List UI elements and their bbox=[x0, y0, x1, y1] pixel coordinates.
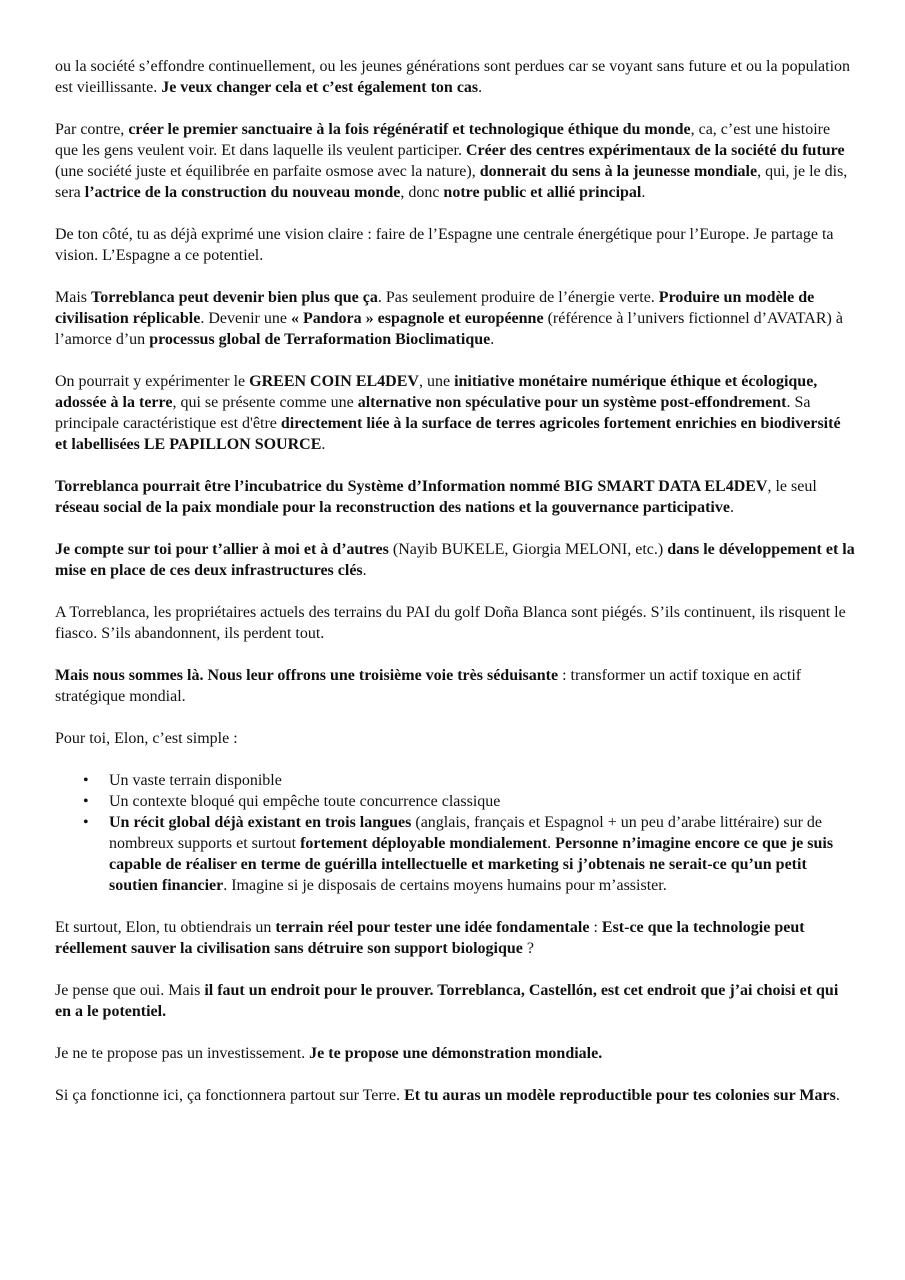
text: (anglais, français et Espagnol + un peu d’arabe littéraire) sur de nombreux supports et surtout bbox=[109, 814, 822, 852]
text: Un contexte bloqué qui empêche toute concurrence classique bbox=[109, 793, 501, 810]
bold-text: Torreblanca pourrait être l’incubatrice du Système d’Information nommé BIG SMART DATA EL4DEV bbox=[55, 478, 768, 495]
text: Je pense que oui. Mais bbox=[55, 982, 205, 999]
bold-text: créer le premier sanctuaire à la fois régénératif et technologique éthique du monde bbox=[128, 121, 691, 138]
bold-text: Je te propose une démonstration mondiale. bbox=[309, 1045, 603, 1062]
text: . bbox=[321, 436, 326, 453]
paragraph bbox=[55, 539, 855, 581]
text: . Sa principale caractéristique est d'être bbox=[55, 394, 811, 432]
text: Je ne te propose pas un investissement. bbox=[55, 1045, 310, 1062]
paragraph bbox=[55, 728, 855, 749]
text: , ca, c’est une histoire que les gens veulent voir. Et dans laquelle ils veulent participer. bbox=[55, 121, 831, 159]
bold-text: Créer des centres expérimentaux de la société du future bbox=[466, 142, 845, 159]
text: (Nayib BUKELE, Giorgia MELONI, etc.) bbox=[388, 541, 668, 558]
text: (référence à l’univers fictionnel d’AVATAR) à l’amorce d’un bbox=[55, 310, 843, 348]
text: . bbox=[729, 499, 734, 516]
list-item bbox=[109, 812, 855, 896]
text: . Devenir une bbox=[200, 310, 291, 327]
text: Mais bbox=[55, 289, 91, 306]
text: On pourrait y expérimenter le bbox=[55, 373, 250, 390]
bold-text: fortement déployable mondialement bbox=[300, 835, 548, 852]
list-item bbox=[109, 791, 855, 812]
bold-text: Produire un modèle de civilisation réplicable bbox=[55, 289, 815, 327]
bullet-list bbox=[55, 770, 855, 896]
bold-text: Personne n’imagine encore ce que je suis capable de réaliser en terme de guérilla intellectuelle et marketing si j’obtenais ne serait-ce qu’un petit soutien financier bbox=[109, 835, 834, 894]
paragraph bbox=[55, 119, 855, 203]
paragraph bbox=[55, 1085, 855, 1106]
text: . Imagine si je disposais de certains moyens humains pour m’assister. bbox=[223, 877, 667, 894]
paragraph bbox=[55, 602, 855, 644]
bold-text: il faut un endroit pour le prouver. Torreblanca, Castellón, est cet endroit que j’ai choisi et qui en a le potentiel. bbox=[55, 982, 839, 1020]
text: De ton côté, tu as déjà exprimé une vision claire : faire de l’Espagne une centrale énergétique pour l’Europe. Je partage ta vision. L’Espagne a ce potentiel. bbox=[55, 226, 834, 264]
text: A Torreblanca, les propriétaires actuels des terrains du PAI du golf Doña Blanca sont piégés. S’ils continuent, ils risquent le fiasco. S’ils abandonnent, ils perdent tout. bbox=[55, 604, 846, 642]
text: . Pas seulement produire de l’énergie verte. bbox=[377, 289, 659, 306]
bold-text: processus global de Terraformation Bioclimatique bbox=[149, 331, 491, 348]
bold-text: l’actrice de la construction du nouveau monde bbox=[84, 184, 401, 201]
text: , le seul bbox=[767, 478, 817, 495]
bold-text: notre public et allié principal bbox=[443, 184, 642, 201]
body-paragraphs bbox=[55, 56, 855, 749]
text: : transformer un actif toxique en actif stratégique mondial. bbox=[55, 667, 802, 705]
text: , qui se présente comme une bbox=[172, 394, 358, 411]
text: Si ça fonctionne ici, ça fonctionnera partout sur Terre. bbox=[55, 1087, 405, 1104]
text: , une bbox=[418, 373, 455, 390]
bold-text: Un récit global déjà existant en trois langues bbox=[109, 814, 412, 831]
paragraph bbox=[55, 917, 855, 959]
bold-text: initiative monétaire numérique éthique et écologique, adossée à la terre bbox=[55, 373, 818, 411]
text: Par contre, bbox=[55, 121, 129, 138]
text: ? bbox=[522, 940, 534, 957]
text: Pour toi, Elon, c’est simple : bbox=[55, 730, 238, 747]
text: . bbox=[641, 184, 646, 201]
text: ou la société s’effondre continuellement, ou les jeunes générations sont perdues car se voyant sans future et ou la population est vieillissante. bbox=[55, 58, 851, 96]
paragraph bbox=[55, 665, 855, 707]
text: , donc bbox=[400, 184, 444, 201]
bold-text: Je veux changer cela et c’est également ton cas bbox=[161, 79, 479, 96]
bold-text: Est-ce que la technologie peut réellement sauver la civilisation sans détruire son support biologique bbox=[55, 919, 805, 957]
bold-text: directement liée à la surface de terres agricoles fortement enrichies en biodiversité et labellisées LE PAPILLON SOURCE bbox=[55, 415, 841, 453]
bold-text: donnerait du sens à la jeunesse mondiale bbox=[479, 163, 758, 180]
bold-text: GREEN COIN EL4DEV bbox=[249, 373, 419, 390]
bold-text: terrain réel pour tester une idée fondamentale bbox=[275, 919, 590, 936]
list-item bbox=[109, 770, 855, 791]
paragraph bbox=[55, 476, 855, 518]
bold-text: réseau social de la paix mondiale pour la reconstruction des nations et la gouvernance participative bbox=[55, 499, 730, 516]
text: . bbox=[478, 79, 483, 96]
closing-paragraphs bbox=[55, 917, 855, 1106]
paragraph bbox=[55, 56, 855, 98]
bold-text: Torreblanca peut devenir bien plus que ça bbox=[91, 289, 378, 306]
bold-text: Mais nous sommes là. Nous leur offrons une troisième voie très séduisante bbox=[55, 667, 559, 684]
bold-text: « Pandora » espagnole et européenne bbox=[290, 310, 544, 327]
bold-text: dans le développement et la mise en place de ces deux infrastructures clés bbox=[55, 541, 855, 579]
text: , qui, je le dis, sera bbox=[55, 163, 848, 201]
text: Et surtout, Elon, tu obtiendrais un bbox=[55, 919, 276, 936]
text: . bbox=[490, 331, 495, 348]
bold-text: alternative non spéculative pour un système post-effondrement bbox=[357, 394, 787, 411]
text: . bbox=[835, 1087, 840, 1104]
paragraph bbox=[55, 224, 855, 266]
paragraph bbox=[55, 980, 855, 1022]
bold-text: Et tu auras un modèle reproductible pour tes colonies sur Mars bbox=[404, 1087, 836, 1104]
text: . bbox=[547, 835, 556, 852]
text: . bbox=[362, 562, 367, 579]
text: : bbox=[589, 919, 602, 936]
bold-text: Je compte sur toi pour t’allier à moi et à d’autres bbox=[55, 541, 389, 558]
paragraph bbox=[55, 371, 855, 455]
paragraph bbox=[55, 1043, 855, 1064]
paragraph bbox=[55, 287, 855, 350]
document-page bbox=[55, 56, 855, 1127]
text: Un vaste terrain disponible bbox=[109, 772, 282, 789]
text: (une société juste et équilibrée en parfaite osmose avec la nature), bbox=[55, 163, 480, 180]
